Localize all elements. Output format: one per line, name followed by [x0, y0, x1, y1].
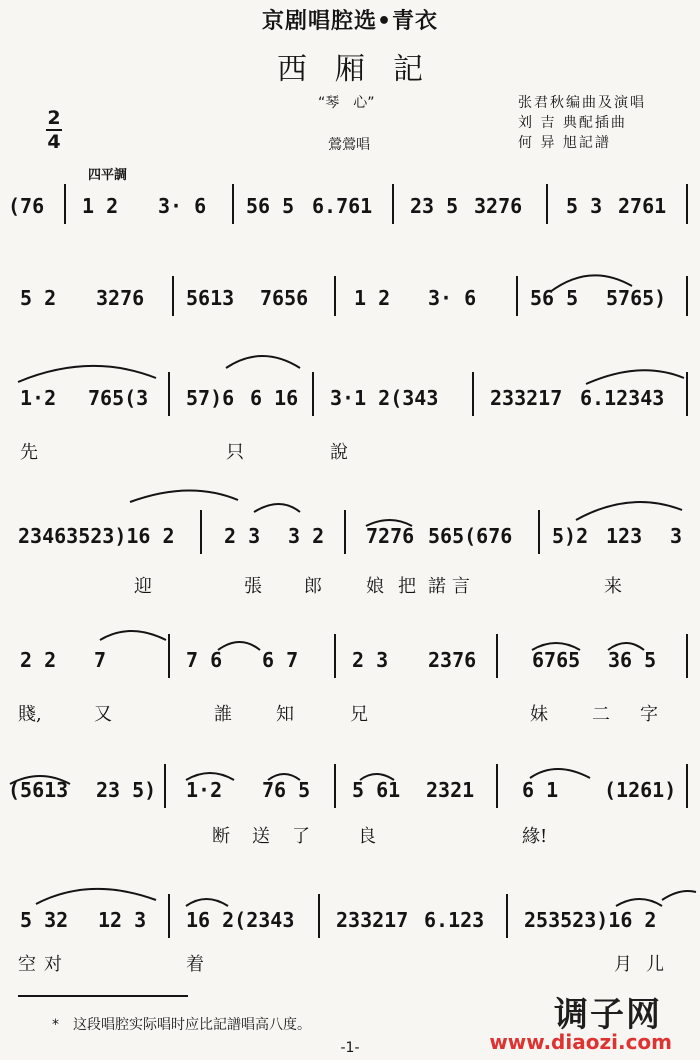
- lyric: 又: [94, 704, 112, 725]
- note-group: 36 5: [608, 648, 657, 672]
- note-group: 12 3: [98, 908, 147, 932]
- note-group: 6.761: [312, 194, 373, 218]
- credit-interlude: 刘 吉 典配插曲: [518, 115, 627, 131]
- note-group: 5 2: [20, 286, 57, 310]
- slur: [268, 774, 300, 780]
- note-group: 2321: [426, 778, 475, 802]
- note-group: 565(676: [428, 524, 513, 548]
- lyric: 良: [358, 826, 376, 847]
- slur: [36, 889, 156, 904]
- slur: [218, 642, 260, 650]
- note-group: 1·2: [20, 386, 57, 410]
- lyric: 緣!: [522, 826, 548, 847]
- credit-composer: 张君秋编曲及演唱: [518, 95, 646, 111]
- note-group: 233217: [490, 386, 563, 410]
- slur: [10, 776, 70, 784]
- note-group: 3· 6: [158, 194, 207, 218]
- lyric: 对: [44, 954, 62, 975]
- lyric: 送: [252, 826, 270, 847]
- note-group: 1 2: [82, 194, 119, 218]
- note-group: (76: [8, 194, 45, 218]
- time-sig-bottom: 4: [47, 131, 61, 153]
- lyric: 賤,: [18, 704, 42, 725]
- slur: [254, 504, 300, 512]
- note-group: 2 2: [20, 648, 57, 672]
- note-group: 2 3: [352, 648, 389, 672]
- note-group: 3·1 2(343: [330, 386, 439, 410]
- note-group: 123: [606, 524, 643, 548]
- note-group: 253523)16 2: [524, 908, 657, 932]
- slur: [130, 490, 238, 502]
- singer-label: 鶯鶯唱: [328, 137, 370, 153]
- lyric: 誰: [214, 704, 232, 725]
- lyric: 張: [244, 576, 262, 597]
- lyric: 空: [18, 954, 36, 975]
- note-group: 16 2(2343: [186, 908, 295, 932]
- slur: [186, 899, 228, 906]
- slur: [586, 370, 684, 384]
- lyric: 迎: [134, 576, 152, 597]
- note-group: 56 5: [246, 194, 295, 218]
- note-group: 7656: [260, 286, 309, 310]
- note-group: 3 2: [288, 524, 325, 548]
- note-group: (1261): [604, 778, 677, 802]
- note-group: 76 5: [262, 778, 311, 802]
- slur: [576, 502, 682, 520]
- note-group: 23463523)16 2: [18, 524, 175, 548]
- note-group: 3276: [474, 194, 523, 218]
- lyric: 了: [292, 826, 310, 847]
- lyric: 郎: [304, 576, 322, 597]
- slur: [616, 899, 662, 906]
- note-group: 5 61: [352, 778, 401, 802]
- note-group: 233217: [336, 908, 409, 932]
- note-group: 1 2: [354, 286, 391, 310]
- slur: [532, 643, 580, 650]
- note-group: 5 32: [20, 908, 69, 932]
- note-group: (5613: [8, 778, 69, 802]
- page-number: -1-: [340, 1040, 360, 1056]
- lyric: 来: [604, 576, 622, 597]
- lyric: 言: [452, 576, 470, 597]
- note-group: 5613: [186, 286, 235, 310]
- slur: [360, 774, 394, 780]
- note-group: 765(3: [88, 386, 149, 410]
- footnote-rule: [18, 995, 188, 997]
- lyric: 二: [592, 704, 610, 725]
- slur: [530, 769, 590, 778]
- lyric: 把: [398, 576, 416, 597]
- note-group: 6 7: [262, 648, 299, 672]
- mode-label: 四平調: [88, 168, 128, 183]
- note-group: 2 3: [224, 524, 261, 548]
- credit-notation: 何 异 旭記譜: [518, 135, 611, 151]
- watermark-url[interactable]: www.diaozi.com: [489, 1030, 672, 1054]
- note-group: 5)2: [552, 524, 589, 548]
- slur: [186, 773, 234, 780]
- note-group: 56 5: [530, 286, 579, 310]
- lyric: 只: [226, 442, 244, 463]
- slur: [662, 891, 696, 900]
- note-group: 6 16: [250, 386, 299, 410]
- note-group: 2761: [618, 194, 667, 218]
- note-group: 7: [94, 648, 107, 672]
- note-group: 57)6: [186, 386, 235, 410]
- footnote: * 这段唱腔实际唱时应比記譜唱高八度。: [52, 1017, 311, 1033]
- opera-title: 西厢記: [277, 52, 451, 87]
- lyric: 妹: [530, 704, 548, 725]
- lyric: 断: [212, 826, 230, 847]
- note-group: 23 5): [96, 778, 157, 802]
- note-group: 6.123: [424, 908, 485, 932]
- watermark-logo: 调子网: [554, 995, 662, 1035]
- lyric: 月: [614, 954, 632, 975]
- note-group: 3276: [96, 286, 145, 310]
- aria-title: “琴 心”: [318, 95, 375, 111]
- slur: [18, 366, 156, 382]
- note-group: 5765): [606, 286, 667, 310]
- note-group: 3: [670, 524, 683, 548]
- lyric: 兄: [350, 704, 368, 725]
- note-group: 23 5: [410, 194, 459, 218]
- lyric: 先: [20, 442, 38, 463]
- lyric: 諾: [428, 576, 446, 597]
- note-group: 3· 6: [428, 286, 477, 310]
- note-group: 6765: [532, 648, 581, 672]
- time-sig-top: 2: [47, 107, 61, 129]
- note-group: 7276: [366, 524, 415, 548]
- note-group: 6 1: [522, 778, 559, 802]
- lyric: 知: [276, 704, 294, 725]
- lyric: 着: [186, 954, 204, 975]
- lyric: 字: [640, 704, 658, 725]
- note-group: 2376: [428, 648, 477, 672]
- note-group: 5 3: [566, 194, 603, 218]
- note-group: 7 6: [186, 648, 223, 672]
- slur: [608, 643, 644, 650]
- slur: [226, 356, 300, 368]
- lyric: 娘: [366, 576, 384, 597]
- slur: [366, 520, 412, 526]
- slur: [100, 631, 166, 640]
- lyric: 儿: [646, 954, 664, 975]
- slur: [550, 275, 632, 292]
- series-title: 京剧唱腔选•青衣: [261, 9, 439, 34]
- note-group: 6.12343: [580, 386, 665, 410]
- lyric: 說: [330, 442, 348, 463]
- note-group: 1·2: [186, 778, 223, 802]
